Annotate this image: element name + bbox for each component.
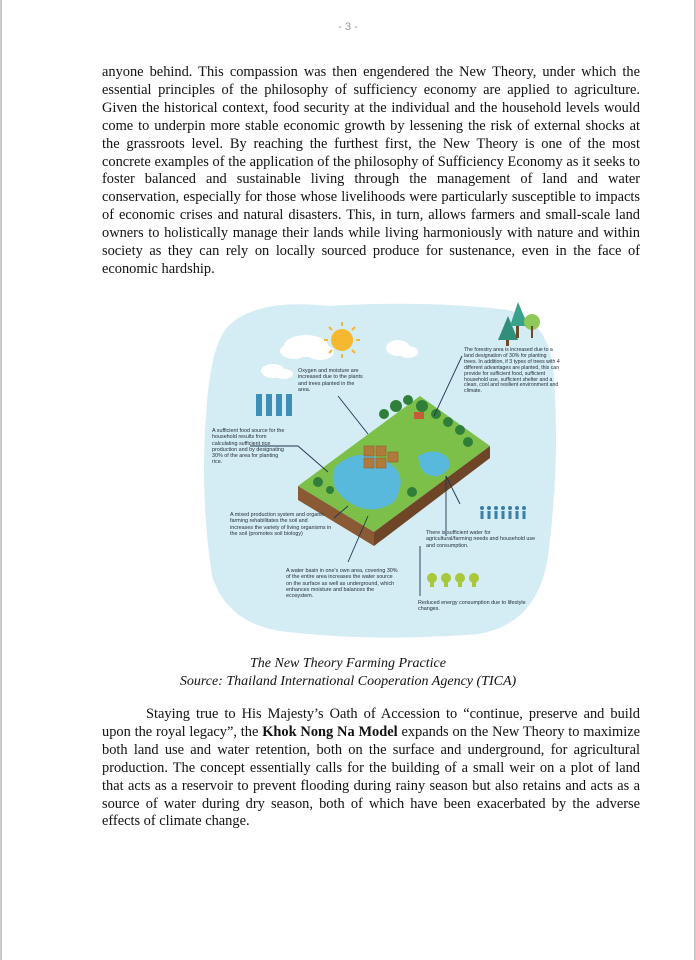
label-oxygen: Oxygen and moisture are increased due to the plants and trees planted in the area. [298, 368, 363, 393]
figure-caption-title: The New Theory Farming Practice [250, 656, 446, 671]
paragraph-2-after: expands on the New Theory to maximize both land use and water retention, both on the surface and underground, for agricultural production. The concept essentially calls for the building of a small weir on a plot of land that acts as a reservoir to prevent flooding during rainy season but also retains and acts as a source of water during dry season, both of which have been exacerbated by the adverse effects of climate change. [102, 723, 640, 830]
body-paragraph-1: anyone behind. This compassion was then engendered the New Theory, under which the essential principles of the philosophy of sufficiency economy are applied to agriculture. Given the historical context, food security at the individual and the household levels would come to underpin more stable economic growth by lessening the risk of external shocks at the grassroots level. By reaching the furthest first, the New Theory is one of the most concrete examples of the application of the philosophy of Sufficiency Economy as it seeks to foster balanced and sustainable living through the management of land and water conservation, especially for those whose livelihoods were particularly susceptible to impacts of economic crises and natural disasters. This, in turn, allows farmers and small-scale land owners to holistically manage their lands while living harmoniously with nature and within society as they can rely on locally sourced produce for sustenance, even in the face of economic hardship. [102, 64, 640, 277]
label-food: A sufficient food source for the household results from calculating sufficient rice production and by designating 30% of the area for planting rice. [212, 428, 285, 466]
label-water-sufficient: There is sufficient water for agricultural/farming needs and household use and consumption. [426, 530, 536, 549]
figure-caption-source: Source: Thailand International Cooperation Agency (TICA) [179, 674, 517, 689]
farm-house-icon [414, 412, 424, 419]
new-theory-illustration [198, 296, 562, 641]
document-page [2, 0, 694, 960]
label-mixed: A mixed production system and organic farming rehabilitates the soil and increases the variety of living organisms in the soil (promotes soil biology) [230, 512, 332, 537]
label-forestry: The forestry area is increased due to a land designation of 30% for planting trees. In addition, if 3 types of trees with 4 different advantages are planted, this can provide for sufficient food, sufficient household use, sufficient shelter and a clean, cool and resilient environment and climate. [464, 347, 560, 395]
label-water-basin: A water basin in one's own area, covering 30% of the entire area increases the water source on the surface as well as underground, which enhances moisture and balances the ecosystem. [286, 568, 398, 600]
khok-nong-na-model-term: Khok Nong Na Model [262, 723, 398, 740]
body-paragraph-2 [102, 706, 640, 831]
paragraph-2-before: Staying true to His Majesty’s Oath of Accession to “continue, preserve and build upon the royal legacy”, the [102, 706, 640, 740]
label-energy: Reduced energy consumption due to lifestyle changes. [418, 600, 526, 613]
page-number: - 3 - [338, 21, 358, 33]
